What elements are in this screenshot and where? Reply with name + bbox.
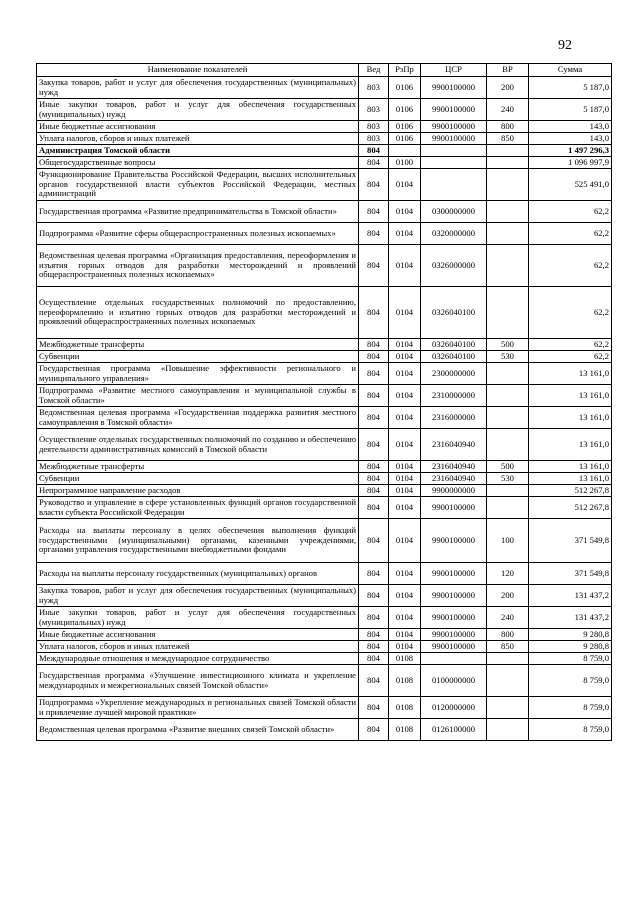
row-sum-cell: 62,2: [529, 287, 612, 339]
table-row: [37, 607, 612, 629]
row-name-cell: Руководство и управление в сфере установленных функций органов государственной власти субъекта Российской Федерации: [37, 497, 359, 519]
row-sum-cell: 13 161,0: [529, 407, 612, 429]
row-name-cell: Администрация Томской области: [37, 145, 359, 157]
table-row: [37, 429, 612, 461]
row-sum-cell: 13 161,0: [529, 473, 612, 485]
row-ved-cell: 804: [359, 245, 389, 287]
row-vr-cell: 240: [487, 607, 529, 629]
row-ved-cell: 804: [359, 653, 389, 665]
row-rzpr-cell: 0106: [389, 133, 421, 145]
row-csr-cell: 0100000000: [421, 665, 487, 697]
row-rzpr-cell: 0106: [389, 121, 421, 133]
row-csr-cell: 0326000000: [421, 245, 487, 287]
header-ved: Вед: [359, 64, 389, 77]
row-rzpr-cell: 0104: [389, 629, 421, 641]
row-ved-cell: 804: [359, 169, 389, 201]
row-sum-cell: 5 187,0: [529, 99, 612, 121]
header-csr: ЦСР: [421, 64, 487, 77]
row-name-cell: Уплата налогов, сборов и иных платежей: [37, 641, 359, 653]
table-row: [37, 585, 612, 607]
table-row: [37, 665, 612, 697]
row-rzpr-cell: [389, 145, 421, 157]
row-name-cell: Осуществление отдельных государственных полномочий по предоставлению, переоформлению и изъятию горных отводов для разработки месторождений и проявлений общераспространенных полезных ископаемых: [37, 287, 359, 339]
row-vr-cell: [487, 719, 529, 741]
row-csr-cell: 9900100000: [421, 519, 487, 563]
row-name-cell: Непрограммное направление расходов: [37, 485, 359, 497]
row-ved-cell: 804: [359, 519, 389, 563]
table-row: [37, 77, 612, 99]
table-row: [37, 461, 612, 473]
table-row: [37, 287, 612, 339]
row-rzpr-cell: 0104: [389, 407, 421, 429]
row-ved-cell: 804: [359, 585, 389, 607]
table-row: [37, 169, 612, 201]
budget-table: [36, 63, 612, 741]
row-name-cell: Государственная программа «Улучшение инвестиционного климата и укрепление международных и межрегиональных связей Томской области»: [37, 665, 359, 697]
row-ved-cell: 804: [359, 461, 389, 473]
row-ved-cell: 803: [359, 99, 389, 121]
table-row: [37, 145, 612, 157]
row-name-cell: Субвенции: [37, 473, 359, 485]
row-name-cell: Межбюджетные трансферты: [37, 339, 359, 351]
row-rzpr-cell: 0104: [389, 473, 421, 485]
row-csr-cell: 9900100000: [421, 133, 487, 145]
row-sum-cell: 62,2: [529, 223, 612, 245]
row-vr-cell: [487, 385, 529, 407]
row-ved-cell: 803: [359, 77, 389, 99]
row-csr-cell: [421, 157, 487, 169]
row-sum-cell: 1 497 296,3: [529, 145, 612, 157]
row-sum-cell: 62,2: [529, 201, 612, 223]
row-vr-cell: [487, 245, 529, 287]
row-ved-cell: 804: [359, 351, 389, 363]
row-csr-cell: 2316040940: [421, 461, 487, 473]
row-sum-cell: 131 437,2: [529, 585, 612, 607]
row-name-cell: Закупка товаров, работ и услуг для обеспечения государственных (муниципальных) нужд: [37, 77, 359, 99]
row-name-cell: Межбюджетные трансферты: [37, 461, 359, 473]
row-name-cell: Ведомственная целевая программа «Организация предоставления, переоформления и изъятия горных отводов для разработки месторождений и проявлений общераспространенных полезных ископаемых»: [37, 245, 359, 287]
row-csr-cell: [421, 169, 487, 201]
row-sum-cell: 371 549,8: [529, 519, 612, 563]
row-vr-cell: [487, 169, 529, 201]
table-row: [37, 99, 612, 121]
row-vr-cell: 800: [487, 121, 529, 133]
row-sum-cell: 13 161,0: [529, 385, 612, 407]
row-csr-cell: 0326040100: [421, 339, 487, 351]
table-row: [37, 485, 612, 497]
row-csr-cell: 9900100000: [421, 641, 487, 653]
row-sum-cell: 62,2: [529, 351, 612, 363]
row-rzpr-cell: 0106: [389, 77, 421, 99]
row-name-cell: Ведомственная целевая программа «Государственная поддержка развития местного самоуправления в Томской области»: [37, 407, 359, 429]
row-vr-cell: [487, 429, 529, 461]
row-csr-cell: 9900100000: [421, 497, 487, 519]
row-ved-cell: 804: [359, 385, 389, 407]
row-vr-cell: 200: [487, 585, 529, 607]
row-vr-cell: [487, 697, 529, 719]
row-csr-cell: 0300000000: [421, 201, 487, 223]
row-name-cell: Расходы на выплаты персоналу государственных (муниципальных) органов: [37, 563, 359, 585]
row-vr-cell: [487, 363, 529, 385]
row-sum-cell: 9 280,8: [529, 641, 612, 653]
row-ved-cell: 804: [359, 641, 389, 653]
row-vr-cell: [487, 485, 529, 497]
row-csr-cell: 9900100000: [421, 121, 487, 133]
row-rzpr-cell: 0104: [389, 339, 421, 351]
row-ved-cell: 804: [359, 407, 389, 429]
row-name-cell: Осуществление отдельных государственных полномочий по созданию и обеспечению деятельности административных комиссий в Томской области: [37, 429, 359, 461]
row-ved-cell: 804: [359, 201, 389, 223]
row-rzpr-cell: 0104: [389, 585, 421, 607]
row-ved-cell: 804: [359, 719, 389, 741]
row-sum-cell: 8 759,0: [529, 653, 612, 665]
row-vr-cell: 240: [487, 99, 529, 121]
row-vr-cell: 530: [487, 351, 529, 363]
table-row: [37, 223, 612, 245]
row-ved-cell: 804: [359, 563, 389, 585]
row-csr-cell: 2316000000: [421, 407, 487, 429]
header-sum: Сумма: [529, 64, 612, 77]
row-sum-cell: 13 161,0: [529, 429, 612, 461]
row-name-cell: Субвенции: [37, 351, 359, 363]
row-sum-cell: 512 267,8: [529, 485, 612, 497]
row-vr-cell: [487, 201, 529, 223]
row-vr-cell: 120: [487, 563, 529, 585]
row-name-cell: Общегосударственные вопросы: [37, 157, 359, 169]
row-sum-cell: 1 096 997,9: [529, 157, 612, 169]
row-rzpr-cell: 0108: [389, 665, 421, 697]
row-vr-cell: [487, 497, 529, 519]
row-rzpr-cell: 0100: [389, 157, 421, 169]
row-vr-cell: 500: [487, 339, 529, 351]
row-csr-cell: 9900100000: [421, 629, 487, 641]
row-rzpr-cell: 0104: [389, 385, 421, 407]
row-sum-cell: 9 280,8: [529, 629, 612, 641]
row-name-cell: Иные бюджетные ассигнования: [37, 121, 359, 133]
row-sum-cell: 371 549,8: [529, 563, 612, 585]
table-row: [37, 121, 612, 133]
row-vr-cell: 200: [487, 77, 529, 99]
row-csr-cell: 0126100000: [421, 719, 487, 741]
row-name-cell: Подпрограмма «Развитие местного самоуправления и муниципальной службы в Томской области»: [37, 385, 359, 407]
row-csr-cell: 0320000000: [421, 223, 487, 245]
row-ved-cell: 804: [359, 497, 389, 519]
page-number: 92: [558, 38, 572, 53]
row-vr-cell: [487, 157, 529, 169]
row-vr-cell: 850: [487, 641, 529, 653]
row-ved-cell: 803: [359, 133, 389, 145]
row-rzpr-cell: 0104: [389, 429, 421, 461]
row-csr-cell: 2310000000: [421, 385, 487, 407]
row-name-cell: Иные закупки товаров, работ и услуг для обеспечения государственных (муниципальных) нужд: [37, 99, 359, 121]
table-row: [37, 473, 612, 485]
row-rzpr-cell: 0104: [389, 201, 421, 223]
row-csr-cell: 2300000000: [421, 363, 487, 385]
table-row: [37, 497, 612, 519]
row-name-cell: Международные отношения и международное сотрудничество: [37, 653, 359, 665]
row-vr-cell: [487, 287, 529, 339]
row-sum-cell: 131 437,2: [529, 607, 612, 629]
row-sum-cell: 512 267,8: [529, 497, 612, 519]
row-vr-cell: [487, 145, 529, 157]
row-ved-cell: 804: [359, 485, 389, 497]
row-csr-cell: 9900000000: [421, 485, 487, 497]
row-name-cell: Иные бюджетные ассигнования: [37, 629, 359, 641]
table-row: [37, 201, 612, 223]
row-csr-cell: 9900100000: [421, 77, 487, 99]
row-csr-cell: 9900100000: [421, 563, 487, 585]
row-ved-cell: 804: [359, 223, 389, 245]
row-rzpr-cell: 0104: [389, 363, 421, 385]
row-rzpr-cell: 0104: [389, 519, 421, 563]
table-row: [37, 385, 612, 407]
row-sum-cell: 8 759,0: [529, 697, 612, 719]
row-csr-cell: 9900100000: [421, 99, 487, 121]
row-sum-cell: 8 759,0: [529, 719, 612, 741]
row-rzpr-cell: 0108: [389, 653, 421, 665]
table-row: [37, 363, 612, 385]
row-rzpr-cell: 0104: [389, 287, 421, 339]
row-sum-cell: 5 187,0: [529, 77, 612, 99]
table-row: [37, 519, 612, 563]
row-vr-cell: [487, 665, 529, 697]
row-rzpr-cell: 0104: [389, 563, 421, 585]
row-ved-cell: 804: [359, 697, 389, 719]
row-rzpr-cell: 0104: [389, 607, 421, 629]
row-csr-cell: 9900100000: [421, 607, 487, 629]
row-ved-cell: 804: [359, 363, 389, 385]
row-ved-cell: 804: [359, 287, 389, 339]
row-ved-cell: 804: [359, 429, 389, 461]
table-row: [37, 653, 612, 665]
table-row: [37, 351, 612, 363]
table-row: [37, 719, 612, 741]
row-rzpr-cell: 0104: [389, 245, 421, 287]
row-name-cell: Подпрограмма «Развитие сферы общераспространенных полезных ископаемых»: [37, 223, 359, 245]
row-ved-cell: 804: [359, 473, 389, 485]
row-vr-cell: 530: [487, 473, 529, 485]
row-name-cell: Расходы на выплаты персоналу в целях обеспечения выполнения функций государственными (муниципальными) органами, казенными учреждениями, органами управления государственными внебюджетными фондами: [37, 519, 359, 563]
row-ved-cell: 804: [359, 157, 389, 169]
table-body: [37, 77, 612, 741]
row-vr-cell: [487, 223, 529, 245]
row-rzpr-cell: 0104: [389, 485, 421, 497]
table-row: [37, 157, 612, 169]
row-rzpr-cell: 0104: [389, 169, 421, 201]
row-vr-cell: 850: [487, 133, 529, 145]
row-csr-cell: [421, 145, 487, 157]
row-vr-cell: [487, 653, 529, 665]
row-name-cell: Государственная программа «Повышение эффективности регионального и муниципального управления»: [37, 363, 359, 385]
row-vr-cell: 800: [487, 629, 529, 641]
row-ved-cell: 804: [359, 665, 389, 697]
row-rzpr-cell: 0106: [389, 99, 421, 121]
row-sum-cell: 62,2: [529, 245, 612, 287]
row-name-cell: Подпрограмма «Укрепление международных и региональных связей Томской области и привлечение лучшей мировой практики»: [37, 697, 359, 719]
row-sum-cell: 13 161,0: [529, 461, 612, 473]
row-rzpr-cell: 0104: [389, 223, 421, 245]
row-vr-cell: 100: [487, 519, 529, 563]
row-name-cell: Государственная программа «Развитие предпринимательства в Томской области»: [37, 201, 359, 223]
table-header-row: [37, 64, 612, 77]
row-vr-cell: [487, 407, 529, 429]
row-rzpr-cell: 0104: [389, 351, 421, 363]
table-row: [37, 407, 612, 429]
row-rzpr-cell: 0104: [389, 641, 421, 653]
row-ved-cell: 804: [359, 145, 389, 157]
row-vr-cell: 500: [487, 461, 529, 473]
row-csr-cell: [421, 653, 487, 665]
row-rzpr-cell: 0104: [389, 461, 421, 473]
table-row: [37, 563, 612, 585]
row-rzpr-cell: 0104: [389, 497, 421, 519]
row-csr-cell: 0120000000: [421, 697, 487, 719]
row-csr-cell: 9900100000: [421, 585, 487, 607]
table-row: [37, 641, 612, 653]
row-sum-cell: 8 759,0: [529, 665, 612, 697]
row-name-cell: Иные закупки товаров, работ и услуг для обеспечения государственных (муниципальных) нужд: [37, 607, 359, 629]
row-ved-cell: 804: [359, 607, 389, 629]
table-row: [37, 133, 612, 145]
row-rzpr-cell: 0108: [389, 697, 421, 719]
row-ved-cell: 804: [359, 339, 389, 351]
header-rzpr: РзПр: [389, 64, 421, 77]
row-sum-cell: 143,0: [529, 121, 612, 133]
table-row: [37, 245, 612, 287]
table-row: [37, 339, 612, 351]
row-name-cell: Функционирование Правительства Российской Федерации, высших исполнительных органов государственной власти субъектов Российской Федерации, местных администраций: [37, 169, 359, 201]
table-row: [37, 697, 612, 719]
row-sum-cell: 62,2: [529, 339, 612, 351]
row-csr-cell: 0326040100: [421, 351, 487, 363]
row-csr-cell: 0326040100: [421, 287, 487, 339]
row-ved-cell: 803: [359, 121, 389, 133]
header-name: Наименование показателей: [37, 64, 359, 77]
row-name-cell: Ведомственная целевая программа «Развитие внешних связей Томской области»: [37, 719, 359, 741]
row-name-cell: Закупка товаров, работ и услуг для обеспечения государственных (муниципальных) нужд: [37, 585, 359, 607]
row-rzpr-cell: 0108: [389, 719, 421, 741]
table-row: [37, 629, 612, 641]
header-vr: ВР: [487, 64, 529, 77]
row-ved-cell: 804: [359, 629, 389, 641]
row-csr-cell: 2316040940: [421, 429, 487, 461]
row-sum-cell: 143,0: [529, 133, 612, 145]
row-csr-cell: 2316040940: [421, 473, 487, 485]
row-name-cell: Уплата налогов, сборов и иных платежей: [37, 133, 359, 145]
row-sum-cell: 13 161,0: [529, 363, 612, 385]
row-sum-cell: 525 491,0: [529, 169, 612, 201]
